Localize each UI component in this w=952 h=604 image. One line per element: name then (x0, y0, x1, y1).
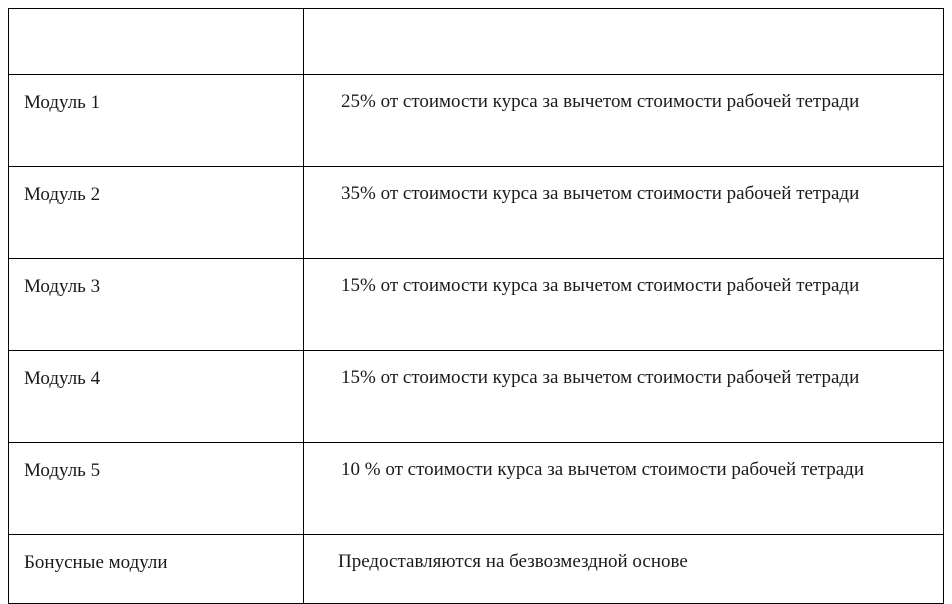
payment-table (8, 8, 944, 604)
table-row (9, 535, 944, 604)
module-value-cell: 10 % от стоимости курса за вычетом стоимости рабочей тетради (304, 443, 944, 535)
table-row (9, 167, 944, 259)
table-row (9, 351, 944, 443)
header-cell-2 (304, 9, 944, 75)
table-row (9, 75, 944, 167)
module-value-cell: 15% от стоимости курса за вычетом стоимости рабочей тетради (304, 259, 944, 351)
module-value-cell: Предоставляются на безвозмездной основе (304, 535, 944, 604)
table-row (9, 443, 944, 535)
module-name-cell: Бонусные модули (9, 535, 304, 604)
header-cell-1 (9, 9, 304, 75)
module-name-cell: Модуль 1 (9, 75, 304, 167)
module-value-cell: 35% от стоимости курса за вычетом стоимости рабочей тетради (304, 167, 944, 259)
module-value-cell: 15% от стоимости курса за вычетом стоимости рабочей тетради (304, 351, 944, 443)
module-name-cell: Модуль 4 (9, 351, 304, 443)
module-value-cell: 25% от стоимости курса за вычетом стоимости рабочей тетради (304, 75, 944, 167)
module-name-cell: Модуль 3 (9, 259, 304, 351)
table-row (9, 259, 944, 351)
table-header-row (9, 9, 944, 75)
module-name-cell: Модуль 5 (9, 443, 304, 535)
module-name-cell: Модуль 2 (9, 167, 304, 259)
